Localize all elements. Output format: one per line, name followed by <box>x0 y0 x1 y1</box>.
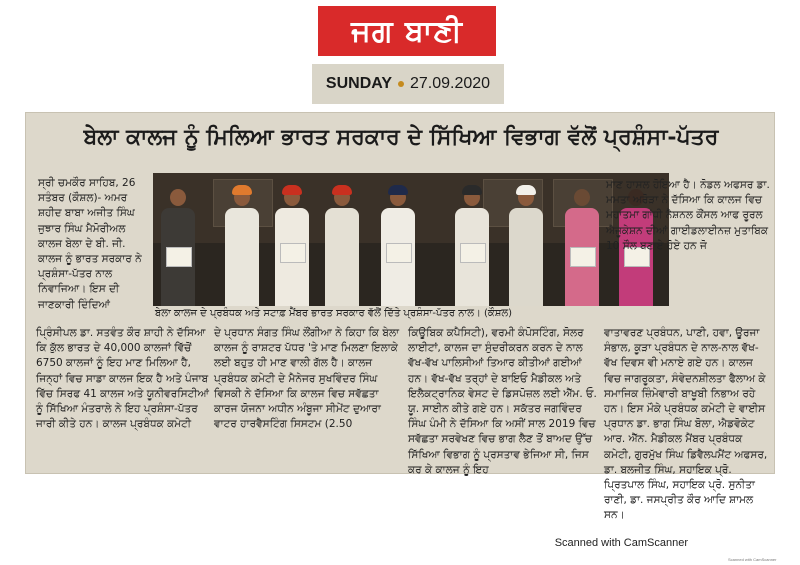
article-column-1: ਸ੍ਰੀ ਚਮਕੌਰ ਸਾਹਿਬ, 26 ਸਤੰਬਰ (ਕੌਸ਼ਲ)- ਅਮਰ ਸ਼ਹੀਦ ਬਾਬਾ ਅਜੀਤ ਸਿੰਘ ਜੁਝਾਰ ਸਿੰਘ ਮੈਮੋਰੀਅਲ ਕਾਲਜ ਬੇਲਾ ਦੇ ਬੀ. ਜੀ. ਕਾਲਜ ਨੂੰ ਭਾਰਤ ਸਰਕਾਰ ਨੇ ਪ੍ਰਸ਼ੰਸਾ-ਪੱਤਰ ਨਾਲ ਨਿਵਾਜਿਆ। ਇਸ ਦੀ ਜਾਣਕਾਰੀ ਦਿੰਦਿਆਂ <box>38 177 142 311</box>
article-photo <box>153 173 669 306</box>
article-column-right: ਮਾਣ ਹਾਸਲ ਹੋਇਆ ਹੈ। ਨੋਡਲ ਅਫਸਰ ਡਾ. ਮਮਤਾ ਅਰੋੜਾ ਨੇ ਦੱਸਿਆ ਕਿ ਕਾਲਜ ਵਿਚ ਮਹਾਤਮਾ ਗਾਂਧੀ ਨੈਸ਼ਨਲ ਕੌਂਸਲ ਆਫ ਰੂਰਲ ਐਜੂਕੇਸ਼ਨ ਦੀਆਂ ਗਾਈਡਲਾਈਨਜ਼ ਮੁਤਾਬਿਕ 10 ਸੌਲ ਬਣਾਏ ਹੋਏ ਹਨ ਜੋ <box>606 179 770 252</box>
dateline-date: 27.09.2020 <box>410 75 491 92</box>
dateline <box>312 64 504 104</box>
photo-caption: ਬੇਲਾ ਕਾਲਜ ਦੇ ਪ੍ਰਬੰਧਕ ਅਤੇ ਸਟਾਫ਼ ਮੈਂਬਰ ਭਾਰਤ ਸਰਕਾਰ ਵੱਲੋਂ ਦਿੱਤੇ ਪ੍ਰਸ਼ੰਸਾ-ਪੱਤਰ ਨਾਲ। (ਕੌਸ਼ਲ) <box>155 308 513 319</box>
article-column-4: ਕਿਊਬਿਕ ਕਪੈਸਿਟੀ), ਵਰਮੀ ਕੰਪੋਸਟਿੰਗ, ਸੋਲਰ ਲਾਈਟਾਂ, ਕਾਲਜ ਦਾ ਸੁੰਦਰੀਕਰਨ ਕਰਨ ਦੇ ਨਾਲ ਵੱਖ-ਵੱਖ ਪਾਲਿਸੀਆਂ ਤਿਆਰ ਕੀਤੀਆਂ ਗਈਆਂ ਹਨ। ਵੱਖ-ਵੱਖ ਤਰ੍ਹਾਂ ਦੇ ਬਾਇਓ ਮੈਡੀਕਲ ਅਤੇ ਇਲੈਕਟ੍ਰਾਨਿਕ ਵੇਸਟ ਦੇ ਡਿਸਪੋਜ਼ਲ ਲਈ ਐੱਮ. ਓ. ਯੂ. ਸਾਈਨ ਕੀਤੇ ਗਏ ਹਨ। ਸਕੱਤਰ ਜਗਵਿੰਦਰ ਸਿੰਘ ਪੰਮੀ ਨੇ ਦੱਸਿਆ ਕਿ ਅਸੀਂ ਸਾਲ 2019 ਵਿਚ ਸਵੱਛਤਾ ਸਰਵੇਖਣ ਵਿਚ ਭਾਗ ਲੈਣ ਤੋਂ ਬਾਅਦ ਉੱਚ ਸਿੱਖਿਆ ਵਿਭਾਗ ਨੂੰ ਪ੍ਰਸਤਾਵ ਭੇਜਿਆ ਸੀ, ਜਿਸ ਕਰ ਕੇ ਕਾਲਜ ਨੂੰ ਇਹ <box>408 327 597 476</box>
bullet-icon <box>398 81 404 87</box>
article-headline: ਬੇਲਾ ਕਾਲਜ ਨੂੰ ਮਿਲਿਆ ਭਾਰਤ ਸਰਕਾਰ ਦੇ ਸਿੱਖਿਆ ਵਿਭਾਗ ਵੱਲੋਂ ਪ੍ਰਸ਼ੰਸਾ-ਪੱਤਰ <box>83 124 719 150</box>
article-column-2: ਪ੍ਰਿੰਸੀਪਲ ਡਾ. ਸਤਵੰਤ ਕੌਰ ਸ਼ਾਹੀ ਨੇ ਦੱਸਿਆ ਕਿ ਕੁੱਲ ਭਾਰਤ ਦੇ 40,000 ਕਾਲਜਾਂ ਵਿੱਚੋਂ 6750 ਕਾਲਜਾਂ ਨੂੰ ਇਹ ਮਾਣ ਮਿਲਿਆ ਹੈ, ਜਿਨ੍ਹਾਂ ਵਿਚ ਸਾਡਾ ਕਾਲਜ ਇਕ ਹੈ ਅਤੇ ਪੰਜਾਬ ਵਿੱਚ ਸਿਰਫ 41 ਕਾਲਜ ਅਤੇ ਯੂਨੀਵਰਸਿਟੀਆਂ ਨੂੰ ਸਿੱਖਿਆ ਮੰਤਰਾਲੇ ਨੇ ਇਹ ਪ੍ਰਸ਼ੰਸਾ-ਪੱਤਰ ਜਾਰੀ ਕੀਤੇ ਹਨ। ਕਾਲਜ ਪ੍ਰਬੰਧਕ ਕਮੇਟੀ <box>36 327 209 431</box>
scanner-credit: Scanned with CamScanner <box>554 537 688 549</box>
article-column-5: ਵਾਤਾਵਰਣ ਪ੍ਰਬੰਧਨ, ਪਾਣੀ, ਹਵਾ, ਊਰਜਾ ਸੰਭਾਲ, ਕੂੜਾ ਪ੍ਰਬੰਧਨ ਦੇ ਨਾਲ-ਨਾਲ ਵੱਖ-ਵੱਖ ਦਿਵਸ ਵੀ ਮਨਾਏ ਗਏ ਹਨ। ਕਾਲਜ ਵਿਚ ਜਾਗਰੂਕਤਾ, ਸੰਵੇਦਨਸ਼ੀਲਤਾ ਫੈਲਾਅ ਕੇ ਸਮਾਜਿਕ ਜ਼ਿੰਮੇਵਾਰੀ ਬਾਖੂਬੀ ਨਿਭਾਅ ਰਹੇ ਹਨ। ਇਸ ਮੌਕੇ ਪ੍ਰਬੰਧਕ ਕਮੇਟੀ ਦੇ ਵਾਈਸ ਪ੍ਰਧਾਨ ਡਾ. ਭਾਗ ਸਿੰਘ ਬੋਲਾ, ਐਡਵੋਕੇਟ ਆਰ. ਐੱਨ. ਮੈਡੀਕਲ ਮੈਂਬਰ ਪ੍ਰਬੰਧਕ ਕਮੇਟੀ, ਗੁਰਮੁੱਖ ਸਿੰਘ ਡਿਵੈਲਪਮੈਂਟ ਅਫਸਰ, ਡਾ. ਬਲਜੀਤ ਸਿੰਘ, ਸਹਾਇਕ ਪ੍ਰੋ. ਪ੍ਰਿਤਪਾਲ ਸਿੰਘ, ਸਹਾਇਕ ਪ੍ਰੋ. ਸੁਨੀਤਾ ਰਾਣੀ, ਡਾ. ਜਸਪ੍ਰੀਤ ਕੌਰ ਆਦਿ ਸ਼ਾਮਲ ਸਨ। <box>604 327 768 522</box>
scanner-watermark: Scanned with CamScanner <box>728 557 777 562</box>
dateline-day: SUNDAY <box>325 75 392 92</box>
newspaper-masthead: ਜਗ ਬਾਣੀ <box>318 6 496 56</box>
article-column-3: ਦੇ ਪ੍ਰਧਾਨ ਸੰਗਤ ਸਿੰਘ ਲੌਂਗੀਆ ਨੇ ਕਿਹਾ ਕਿ ਬੇਲਾ ਕਾਲਜ ਨੂੰ ਰਾਸ਼ਟਰ ਪੱਧਰ 'ਤੇ ਮਾਣ ਮਿਲਣਾ ਇਲਾਕੇ ਲਈ ਬਹੁਤ ਹੀ ਮਾਣ ਵਾਲੀ ਗੱਲ ਹੈ। ਕਾਲਜ ਪ੍ਰਬੰਧਕ ਕਮੇਟੀ ਦੇ ਮੈਨੇਜਰ ਸੁਖਵਿੰਦਰ ਸਿੰਘ ਵਿਸਕੀ ਨੇ ਦੱਸਿਆ ਕਿ ਕਾਲਜ ਵਿਚ ਸਵੱਛਤਾ ਕਾਰਜ ਯੋਜਨਾ ਅਧੀਨ ਅੰਬੂਜਾ ਸੀਮੇਂਟ ਦੁਆਰਾ ਵਾਟਰ ਹਾਰਵੈਸਟਿੰਗ ਸਿਸਟਮ (2.50 <box>214 327 400 431</box>
